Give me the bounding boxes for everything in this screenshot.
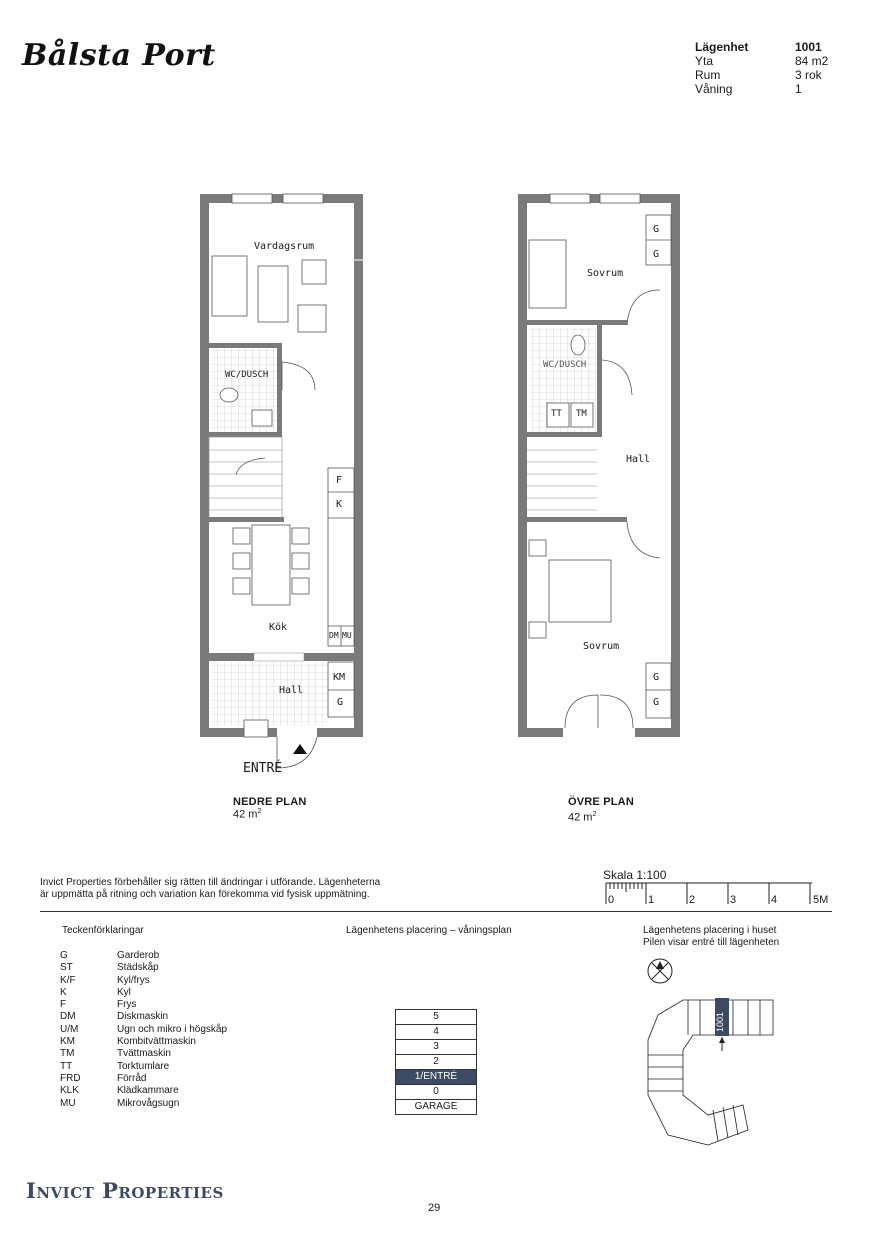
room-label-kitchen: Kök — [269, 622, 288, 633]
legend-item: TT Torktumlare — [60, 1060, 170, 1072]
legend-item: F Frys — [60, 999, 137, 1011]
lower-plan-caption — [233, 796, 307, 821]
site-plan — [638, 955, 778, 1155]
legend-item: KM Kombitvättmaskin — [60, 1036, 196, 1048]
house-placement-title — [643, 925, 779, 949]
floor-placement-title: Lägenhetens placering – våningsplan — [346, 925, 512, 936]
scale-tick-3: 3 — [730, 894, 737, 906]
disclaimer — [40, 877, 420, 901]
apartment-label: Lägenhet — [695, 40, 749, 54]
cabinet-label-f: F — [336, 475, 343, 486]
appliance-label-tt: TT — [551, 409, 562, 419]
logo: Bålsta Port — [22, 38, 216, 73]
room-label-wc-lower: WC/DUSCH — [225, 370, 269, 380]
lower-plan-area: 42 $m^2$ — [233, 808, 262, 821]
appliance-label-tm: TM — [576, 409, 587, 419]
room-label-bedroom-2: Sovrum — [583, 641, 620, 652]
floor-1-active: 1/ENTRÉ — [395, 1070, 477, 1085]
area-label: Yta — [695, 54, 714, 68]
room-label-bedroom-1: Sovrum — [587, 268, 624, 279]
legend-item: TM Tvättmaskin — [60, 1048, 171, 1060]
cabinet-label-dm: DM — [329, 631, 339, 640]
compass-icon — [648, 959, 672, 983]
upper-plan-caption — [568, 796, 634, 824]
legend-title: Teckenförklaringar — [62, 925, 144, 936]
unit-label: 1001 — [715, 1011, 725, 1032]
floor-value: 1 — [795, 82, 802, 96]
cabinet-label-g-upper-4: G — [653, 697, 660, 708]
floor-3: 3 — [395, 1040, 477, 1055]
cabinet-label-g-upper-1: G — [653, 224, 660, 235]
legend-item: FRD Förråd — [60, 1072, 147, 1084]
scale-bar — [600, 880, 840, 910]
scale-tick-0: 0 — [608, 894, 615, 906]
cabinet-label-g-upper-3: G — [653, 672, 660, 683]
legend-item: G Garderob — [60, 950, 160, 961]
apartment-value: 1001 — [795, 40, 822, 54]
scale-tick-5: 5M — [813, 894, 829, 906]
cabinet-label-k: K — [336, 499, 343, 510]
legend-item: MU Mikrovågsugn — [60, 1097, 180, 1109]
brand-logo: Invict Properties — [26, 1178, 224, 1203]
room-label-living: Vardagsrum — [254, 241, 315, 252]
floor-0: 0 — [395, 1085, 477, 1100]
floor-5: 5 — [395, 1009, 477, 1025]
floor-2: 2 — [395, 1055, 477, 1070]
legend-item: DM Diskmaskin — [60, 1011, 169, 1023]
legend-item: K Kyl — [60, 986, 131, 998]
cabinet-label-mu: MU — [342, 631, 352, 640]
scale-tick-4: 4 — [771, 894, 778, 906]
floor-stack — [395, 1009, 477, 1115]
cabinet-label-g-lower: G — [337, 697, 344, 708]
disclaimer-line-2: är uppmätta på ritning och variation kan förekomma vid fysisk uppmätning. — [40, 889, 370, 900]
divider — [40, 911, 832, 912]
floor-garage: GARAGE — [395, 1100, 477, 1115]
scale-label: Skala 1:100 — [603, 868, 667, 882]
rooms-value: 3 rok — [795, 68, 822, 82]
room-label-wc-upper: WC/DUSCH — [543, 360, 587, 370]
scale-tick-2: 2 — [689, 894, 696, 906]
cabinet-label-km: KM — [333, 672, 346, 683]
legend — [60, 950, 227, 1110]
disclaimer-line-1: Invict Properties förbehåller sig rätten till ändringar i utförande. Lägenheterna — [40, 877, 381, 888]
area-value: 84 m2 — [795, 54, 829, 68]
rooms-label: Rum — [695, 68, 721, 82]
room-label-hall-lower: Hall — [279, 685, 304, 696]
page-number: 29 — [428, 1202, 441, 1214]
floor-label: Våning — [695, 82, 733, 96]
legend-item: U/M Ugn och mikro i högskåp — [60, 1023, 228, 1035]
cabinet-label-g-upper-2: G — [653, 249, 660, 260]
legend-item: ST Städskåp — [60, 962, 159, 974]
legend-item: KLK Klädkammare — [60, 1085, 179, 1097]
upper-plan-area: 42 $m^2$ — [568, 811, 597, 824]
lower-plan-title: NEDRE PLAN — [233, 796, 307, 808]
entrance-label: ENTRÉ — [243, 761, 283, 776]
legend-item: K/F Kyl/frys — [60, 974, 150, 986]
floor-4: 4 — [395, 1025, 477, 1040]
house-placement-title-1: Lägenhetens placering i huset — [643, 925, 777, 936]
upper-plan-title: ÖVRE PLAN — [568, 796, 634, 808]
house-placement-title-2: Pilen visar entré till lägenheten — [643, 937, 780, 948]
scale-tick-1: 1 — [648, 894, 655, 906]
room-label-hall-upper: Hall — [626, 454, 651, 465]
